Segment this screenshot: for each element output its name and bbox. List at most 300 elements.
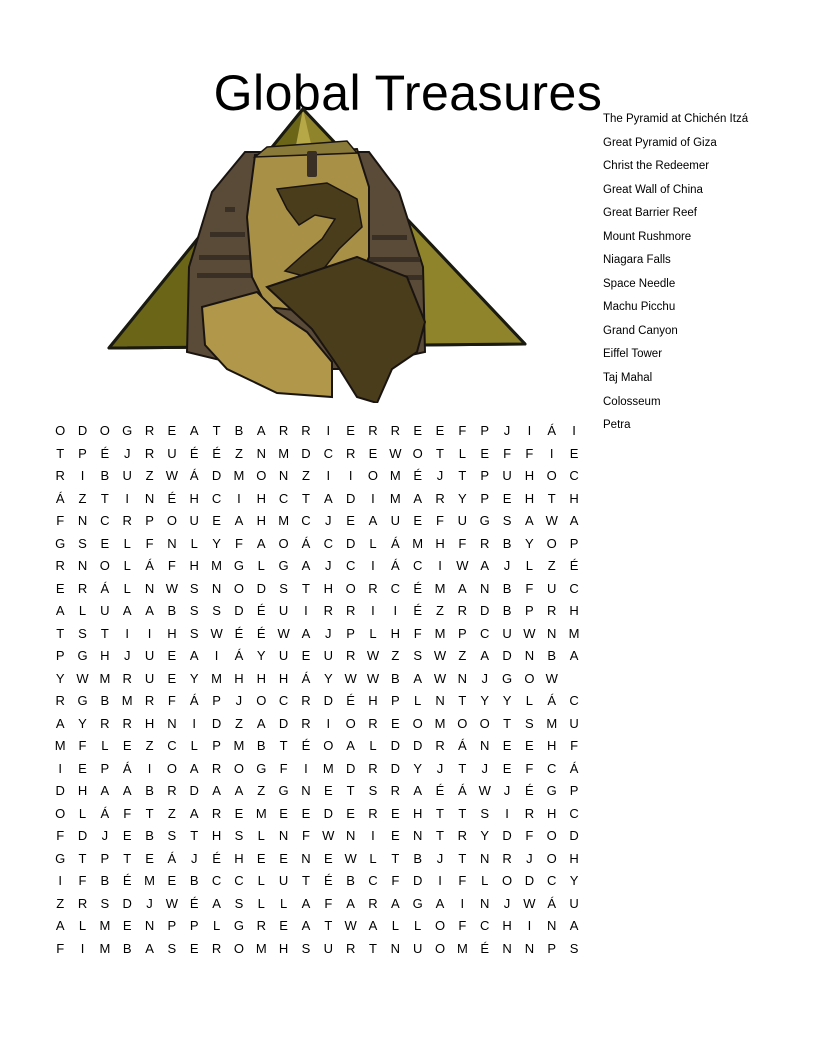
grid-letter: F [56, 828, 65, 843]
grid-letter: F [56, 513, 65, 528]
grid-letter: S [100, 895, 110, 911]
grid-letter: D [345, 490, 356, 506]
grid-letter: L [212, 918, 221, 933]
grid-letter: L [525, 558, 533, 573]
grid-letter: Z [145, 738, 154, 753]
grid-row [49, 488, 585, 511]
grid-letter: É [212, 445, 221, 461]
grid-letter: E [55, 580, 65, 596]
grid-letter: D [412, 738, 423, 753]
grid-letter: R [144, 423, 155, 438]
grid-letter: E [413, 423, 422, 438]
grid-letter: A [435, 895, 445, 911]
grid-letter: D [480, 603, 490, 618]
grid-letter: A [323, 490, 333, 506]
grid-letter: L [257, 895, 265, 911]
grid-letter: C [569, 805, 579, 821]
grid-letter: Y [502, 693, 512, 708]
grid-letter: Z [167, 805, 176, 821]
grid-letter: M [99, 918, 111, 933]
grid-letter: T [212, 423, 221, 438]
grid-letter: E [413, 513, 422, 528]
grid-letter: P [569, 535, 579, 551]
grid-letter: C [368, 873, 378, 888]
grid-letter: O [166, 513, 177, 528]
grid-letter: R [122, 513, 132, 528]
grid-letter: U [278, 873, 289, 888]
grid-row [49, 870, 585, 893]
grid-letter: F [458, 918, 467, 933]
grid-letter: T [436, 445, 444, 461]
word-list-item: Great Barrier Reef [603, 207, 697, 220]
grid-row [49, 848, 585, 871]
grid-letter: É [413, 468, 422, 483]
grid-letter: R [55, 468, 65, 483]
grid-letter: Á [458, 783, 467, 798]
grid-letter: H [412, 805, 423, 821]
grid-letter: É [413, 603, 422, 618]
grid-letter: F [458, 873, 467, 888]
grid-letter: E [122, 738, 132, 753]
grid-letter: Á [458, 738, 467, 753]
grid-letter: O [323, 738, 334, 753]
grid-letter: R [301, 423, 311, 438]
grid-letter: S [480, 805, 490, 821]
grid-letter: I [371, 603, 375, 618]
grid-letter: S [368, 783, 378, 798]
grid-letter: É [234, 625, 244, 641]
grid-letter: B [547, 648, 557, 663]
grid-letter: H [368, 693, 378, 708]
grid-letter: F [436, 513, 444, 528]
grid-letter: M [144, 873, 155, 888]
grid-letter: T [346, 783, 355, 798]
grid-letter: H [502, 918, 512, 933]
grid-letter: F [167, 693, 176, 708]
grid-letter: R [211, 940, 222, 956]
grid-letter: Z [436, 603, 444, 618]
grid-letter: I [326, 468, 331, 483]
grid-letter: I [348, 468, 353, 483]
grid-letter: R [278, 423, 289, 438]
grid-letter: L [369, 850, 377, 866]
grid-letter: A [234, 783, 244, 798]
grid-letter: D [256, 580, 266, 596]
grid-letter: H [547, 738, 557, 753]
grid-letter: D [390, 760, 401, 776]
grid-letter: É [167, 490, 177, 506]
grid-row [49, 645, 585, 668]
grid-letter: Á [100, 805, 110, 821]
grid-letter: L [78, 918, 87, 933]
grid-letter: I [505, 805, 509, 821]
grid-letter: D [345, 535, 356, 551]
grid-letter: P [100, 760, 110, 776]
grid-letter: E [301, 648, 311, 663]
grid-letter: L [525, 693, 533, 708]
letter-grid [49, 420, 585, 960]
grid-letter: T [436, 828, 444, 843]
grid-letter: P [547, 940, 557, 956]
grid-letter: I [549, 445, 554, 461]
grid-letter: Z [257, 783, 266, 798]
grid-letter: I [371, 490, 375, 506]
grid-letter: Á [547, 693, 557, 708]
grid-letter: U [144, 670, 155, 686]
grid-letter: A [301, 918, 311, 933]
grid-letter: T [391, 850, 400, 866]
grid-letter: T [56, 445, 65, 461]
grid-letter: L [123, 580, 131, 596]
grid-letter: M [278, 513, 290, 528]
grid-letter: R [211, 760, 222, 776]
grid-letter: Y [480, 828, 490, 843]
grid-letter: L [458, 445, 466, 461]
grid-letter: T [458, 850, 467, 866]
grid-row [49, 578, 585, 601]
grid-letter: U [167, 445, 177, 461]
grid-letter: N [301, 783, 311, 798]
grid-letter: M [434, 715, 446, 731]
grid-letter: N [278, 468, 289, 483]
grid-letter: C [234, 873, 244, 888]
grid-letter: Á [390, 558, 400, 573]
grid-letter: H [278, 670, 289, 686]
grid-letter: W [344, 918, 357, 933]
grid-letter: G [77, 648, 88, 663]
grid-letter: T [324, 918, 333, 933]
grid-letter: Á [569, 760, 579, 776]
grid-letter: H [211, 828, 222, 843]
grid-letter: I [80, 940, 85, 956]
grid-letter: A [100, 783, 110, 798]
grid-letter: Á [189, 468, 199, 483]
grid-letter: W [433, 648, 447, 663]
grid-letter: B [167, 603, 177, 618]
grid-letter: F [301, 828, 310, 843]
grid-letter: É [256, 603, 266, 618]
grid-letter: A [458, 580, 467, 596]
grid-letter: R [77, 895, 88, 911]
grid-letter: R [435, 738, 445, 753]
grid-letter: W [165, 468, 179, 483]
grid-letter: O [256, 468, 267, 483]
grid-letter: E [189, 940, 199, 956]
grid-letter: Z [56, 895, 65, 911]
grid-letter: A [122, 603, 132, 618]
grid-letter: U [189, 513, 199, 528]
grid-letter: B [256, 738, 266, 753]
grid-letter: B [145, 828, 154, 843]
grid-letter: M [322, 760, 334, 776]
grid-letter: N [480, 850, 490, 866]
grid-letter: Á [301, 535, 311, 551]
grid-letter: O [55, 423, 66, 438]
grid-letter: A [368, 918, 378, 933]
grid-letter: G [501, 670, 513, 686]
grid-letter: M [233, 468, 245, 483]
grid-letter: O [367, 468, 379, 483]
grid-letter: Á [55, 490, 65, 506]
grid-letter: B [100, 468, 110, 483]
grid-letter: U [122, 468, 132, 483]
grid-letter: D [211, 468, 222, 483]
grid-letter: J [123, 648, 131, 663]
grid-letter: J [123, 445, 131, 461]
grid-letter: L [257, 828, 265, 843]
grid-letter: C [569, 580, 579, 596]
grid-letter: Z [234, 445, 243, 461]
grid-letter: R [390, 783, 401, 798]
grid-letter: Z [234, 715, 243, 731]
grid-letter: W [344, 850, 357, 866]
grid-letter: J [190, 850, 198, 866]
word-list-item: Mount Rushmore [603, 230, 692, 243]
grid-row [49, 420, 585, 443]
grid-letter: O [546, 850, 557, 866]
grid-letter: H [77, 783, 88, 798]
grid-row [49, 825, 585, 848]
grid-letter: D [569, 828, 579, 843]
grid-letter: E [301, 805, 311, 821]
grid-row [49, 893, 585, 916]
grid-letter: Á [167, 850, 177, 866]
grid-letter: I [192, 715, 197, 731]
grid-letter: N [524, 648, 535, 663]
grid-letter: I [460, 895, 465, 911]
grid-letter: N [278, 828, 289, 843]
grid-letter: N [256, 445, 266, 461]
grid-row [49, 510, 585, 533]
grid-letter: E [279, 918, 288, 933]
grid-letter: A [212, 783, 221, 798]
grid-letter: É [346, 693, 355, 708]
grid-letter: D [524, 873, 535, 888]
grid-letter: A [569, 513, 579, 528]
grid-letter: D [323, 693, 333, 708]
grid-letter: T [458, 693, 467, 708]
grid-letter: B [234, 423, 244, 438]
grid-letter: É [100, 445, 110, 461]
word-list-item: Niagara Falls [603, 254, 671, 267]
word-list-item: Colosseum [603, 395, 661, 408]
grid-letter: O [524, 670, 535, 686]
grid-letter: U [278, 648, 289, 663]
grid-letter: W [523, 895, 536, 911]
grid-letter: U [323, 648, 333, 663]
grid-letter: J [481, 670, 488, 686]
grid-letter: W [523, 625, 536, 641]
grid-letter: I [371, 828, 375, 843]
grid-letter: T [503, 715, 512, 731]
grid-letter: Á [100, 580, 110, 596]
grid-letter: J [481, 760, 488, 776]
grid-letter: T [301, 873, 310, 888]
grid-letter: J [146, 895, 153, 911]
grid-letter: N [502, 940, 512, 956]
grid-letter: H [569, 603, 579, 618]
grid-letter: F [458, 535, 467, 551]
grid-letter: R [480, 535, 490, 551]
grid-letter: P [100, 850, 110, 866]
grid-letter: Y [189, 670, 199, 686]
grid-letter: A [122, 783, 132, 798]
grid-letter: S [167, 940, 177, 956]
grid-letter: H [390, 625, 401, 641]
grid-letter: Z [547, 558, 556, 573]
grid-letter: P [189, 918, 199, 933]
grid-letter: Z [78, 490, 87, 506]
grid-letter: M [121, 693, 133, 708]
grid-letter: F [503, 445, 512, 461]
grid-letter: Y [569, 873, 579, 888]
grid-letter: M [412, 535, 424, 551]
grid-letter: C [323, 445, 333, 461]
grid-letter: W [389, 445, 402, 461]
grid-letter: A [55, 918, 65, 933]
grid-letter: B [145, 783, 154, 798]
grid-letter: I [125, 625, 130, 641]
word-list-item: Grand Canyon [603, 324, 678, 337]
grid-letter: H [524, 468, 535, 483]
grid-letter: E [323, 850, 333, 866]
grid-letter: N [77, 513, 88, 528]
grid-letter: I [147, 625, 152, 641]
grid-letter: A [256, 535, 266, 551]
grid-letter: O [546, 535, 557, 551]
grid-row [49, 533, 585, 556]
grid-letter: C [412, 558, 423, 573]
grid-letter: N [547, 918, 557, 933]
grid-row [49, 938, 585, 961]
grid-letter: C [323, 535, 333, 551]
grid-letter: I [125, 490, 130, 506]
grid-letter: H [189, 490, 199, 506]
grid-letter: O [233, 760, 244, 776]
grid-letter: E [167, 670, 177, 686]
grid-letter: C [278, 490, 289, 506]
grid-letter: H [524, 490, 535, 506]
grid-letter: L [190, 738, 198, 753]
grid-letter: T [145, 805, 154, 821]
grid-letter: R [77, 580, 88, 596]
grid-letter: S [502, 513, 512, 528]
grid-letter: N [211, 580, 222, 596]
grid-letter: F [570, 738, 579, 753]
grid-letter: A [234, 513, 244, 528]
grid-letter: O [99, 558, 110, 573]
grid-letter: I [527, 918, 532, 933]
grid-letter: A [413, 670, 422, 686]
grid-letter: E [480, 445, 490, 461]
grid-row [49, 623, 585, 646]
grid-letter: S [234, 828, 244, 843]
grid-letter: P [212, 738, 221, 753]
grid-letter: W [210, 625, 223, 641]
grid-letter: I [326, 423, 331, 438]
grid-letter: L [369, 738, 377, 753]
grid-letter: R [323, 603, 333, 618]
grid-letter: Z [301, 468, 310, 483]
grid-letter: P [525, 603, 534, 618]
grid-letter: Á [122, 760, 132, 776]
grid-letter: F [391, 873, 400, 888]
grid-letter: R [122, 715, 132, 731]
grid-letter: L [369, 535, 377, 551]
grid-letter: T [369, 940, 377, 956]
grid-letter: O [501, 873, 513, 888]
grid-letter: Á [547, 423, 557, 438]
grid-letter: A [145, 603, 154, 618]
grid-letter: M [546, 715, 558, 731]
grid-letter: R [345, 603, 356, 618]
grid-letter: G [412, 895, 423, 911]
grid-letter: O [55, 805, 66, 821]
word-list-item: Machu Picchu [603, 301, 676, 314]
grid-letter: M [211, 670, 222, 686]
grid-letter: I [371, 558, 375, 573]
grid-letter: A [413, 490, 422, 506]
grid-letter: T [279, 738, 288, 753]
grid-letter: E [502, 760, 512, 776]
grid-letter: E [100, 535, 110, 551]
grid-letter: H [189, 558, 199, 573]
grid-letter: H [278, 940, 289, 956]
grid-letter: P [78, 445, 87, 461]
grid-letter: G [479, 513, 490, 528]
grid-letter: L [279, 895, 288, 911]
grid-letter: A [525, 513, 534, 528]
grid-letter: P [167, 918, 177, 933]
grid-letter: O [278, 535, 289, 551]
grid-letter: A [189, 760, 199, 776]
grid-letter: A [55, 603, 65, 618]
grid-letter: I [147, 760, 152, 776]
grid-letter: L [257, 873, 265, 888]
grid-letter: Z [145, 468, 154, 483]
grid-letter: R [390, 423, 401, 438]
grid-letter: Y [525, 535, 534, 551]
grid-letter: N [144, 918, 155, 933]
grid-letter: W [76, 670, 89, 686]
grid-letter: I [304, 603, 308, 618]
grid-letter: B [502, 535, 512, 551]
grid-letter: O [166, 760, 177, 776]
grid-letter: U [144, 648, 155, 663]
grid-letter: R [345, 648, 356, 663]
grid-letter: M [54, 738, 66, 753]
grid-letter: G [233, 558, 244, 573]
grid-letter: S [234, 895, 244, 911]
grid-letter: R [368, 805, 378, 821]
grid-letter: F [234, 535, 243, 551]
grid-letter: M [99, 940, 111, 956]
grid-letter: U [100, 603, 110, 618]
grid-letter: B [413, 850, 422, 866]
grid-letter: Y [256, 648, 266, 663]
grid-letter: U [569, 715, 579, 731]
grid-letter: C [211, 873, 222, 888]
grid-letter: D [55, 783, 65, 798]
grid-row [49, 803, 585, 826]
grid-letter: S [212, 603, 221, 618]
grid-letter: M [255, 805, 267, 821]
grid-letter: D [77, 828, 88, 843]
grid-letter: É [525, 783, 534, 798]
grid-letter: L [190, 535, 198, 551]
grid-letter: H [167, 625, 177, 641]
grid-letter: E [256, 850, 266, 866]
